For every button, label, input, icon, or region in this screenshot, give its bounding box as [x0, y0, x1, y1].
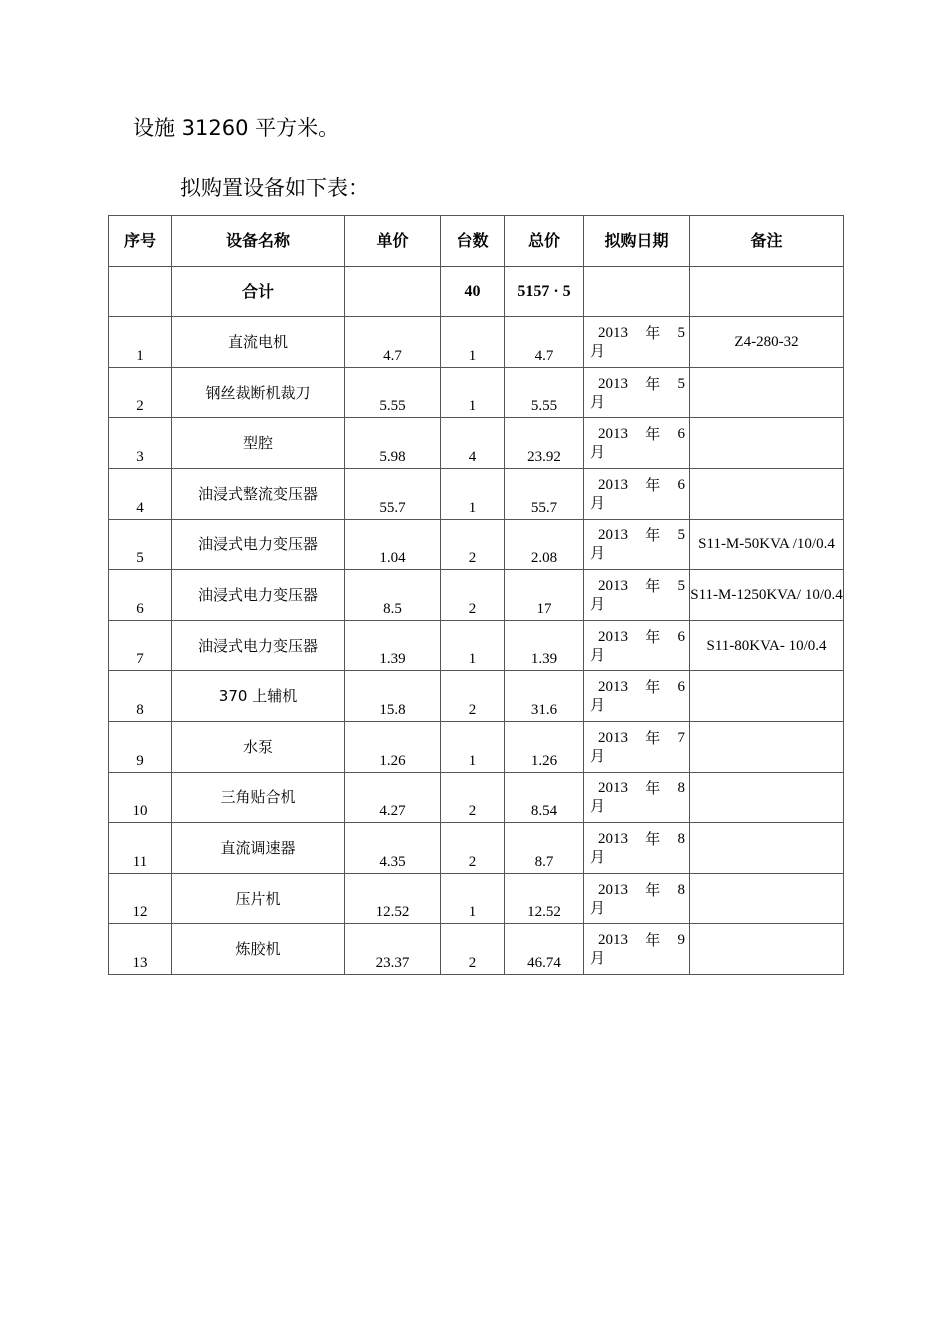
quantity: 2	[441, 570, 505, 621]
total-price: 8.54	[505, 772, 584, 823]
unit-price: 4.7	[345, 317, 441, 368]
date-month-unit: 月	[590, 847, 606, 866]
date-month-unit: 月	[590, 898, 606, 917]
unit-price: 1.04	[345, 519, 441, 570]
header-cell: 备注	[690, 216, 844, 267]
unit-price: 55.7	[345, 468, 441, 519]
date-month: 8	[677, 830, 685, 847]
unit-price: 15.8	[345, 671, 441, 722]
date-month-unit: 月	[590, 645, 606, 664]
date-year-unit: 年	[645, 627, 661, 646]
date-year-unit: 年	[645, 576, 661, 595]
equipment-name: 炼胶机	[172, 924, 345, 975]
row-number: 13	[109, 924, 172, 975]
header-cell: 台数	[441, 216, 505, 267]
equipment-name: 油浸式电力变压器	[172, 620, 345, 671]
total-price: 46.74	[505, 924, 584, 975]
total-price: 17	[505, 570, 584, 621]
total-price: 5.55	[505, 367, 584, 418]
date-month-unit: 月	[590, 696, 606, 715]
purchase-date	[584, 620, 690, 671]
date-year-unit: 年	[645, 880, 661, 899]
total-price: 12.52	[505, 873, 584, 924]
unit-price: 5.98	[345, 418, 441, 469]
table-row	[109, 721, 844, 772]
quantity: 1	[441, 367, 505, 418]
total-sum: 5157 · 5	[505, 266, 584, 317]
row-number: 11	[109, 823, 172, 874]
header-cell: 拟购日期	[584, 216, 690, 267]
equipment-name: 直流调速器	[172, 823, 345, 874]
date-month: 5	[677, 527, 685, 544]
date-year: 2013	[598, 679, 628, 696]
date-year-unit: 年	[645, 374, 661, 393]
total-label: 合计	[172, 266, 345, 317]
remark	[690, 468, 844, 519]
table-row	[109, 570, 844, 621]
date-year: 2013	[598, 426, 628, 443]
purchase-date	[584, 519, 690, 570]
date-month: 7	[677, 729, 685, 746]
date-year-unit: 年	[645, 323, 661, 342]
total-no-cell	[109, 266, 172, 317]
equipment-name: 三角贴合机	[172, 772, 345, 823]
quantity: 2	[441, 924, 505, 975]
table-intro-paragraph: 拟购置设备如下表：	[180, 176, 369, 200]
date-year: 2013	[598, 830, 628, 847]
date-year: 2013	[598, 932, 628, 949]
equipment-name: 油浸式电力变压器	[172, 519, 345, 570]
header-cell: 设备名称	[172, 216, 345, 267]
date-month-unit: 月	[590, 493, 606, 512]
total-price: 31.6	[505, 671, 584, 722]
row-number: 3	[109, 418, 172, 469]
unit-price: 1.39	[345, 620, 441, 671]
date-month: 8	[677, 780, 685, 797]
purchase-date	[584, 671, 690, 722]
date-month: 6	[677, 426, 685, 443]
row-number: 10	[109, 772, 172, 823]
date-year: 2013	[598, 375, 628, 392]
purchase-date	[584, 367, 690, 418]
quantity: 2	[441, 823, 505, 874]
date-year: 2013	[598, 780, 628, 797]
date-month: 9	[677, 932, 685, 949]
purchase-date	[584, 721, 690, 772]
purchase-date	[584, 468, 690, 519]
remark	[690, 873, 844, 924]
quantity: 2	[441, 772, 505, 823]
date-month: 5	[677, 577, 685, 594]
total-price-cell	[345, 266, 441, 317]
purchase-date	[584, 317, 690, 368]
table-row	[109, 519, 844, 570]
table-row	[109, 873, 844, 924]
total-price: 23.92	[505, 418, 584, 469]
remark	[690, 418, 844, 469]
purchase-date	[584, 772, 690, 823]
header-cell: 序号	[109, 216, 172, 267]
row-number: 7	[109, 620, 172, 671]
remark	[690, 367, 844, 418]
row-number: 9	[109, 721, 172, 772]
equipment-table	[108, 215, 844, 975]
date-year-unit: 年	[645, 931, 661, 950]
unit-price: 1.26	[345, 721, 441, 772]
purchase-date	[584, 418, 690, 469]
equipment-name: 油浸式整流变压器	[172, 468, 345, 519]
remark	[690, 721, 844, 772]
row-number: 12	[109, 873, 172, 924]
unit-price: 4.27	[345, 772, 441, 823]
quantity: 1	[441, 468, 505, 519]
header-cell: 总价	[505, 216, 584, 267]
date-month-unit: 月	[590, 797, 606, 816]
total-date-cell	[584, 266, 690, 317]
date-year: 2013	[598, 324, 628, 341]
quantity: 1	[441, 721, 505, 772]
unit-price: 23.37	[345, 924, 441, 975]
quantity: 1	[441, 317, 505, 368]
equipment-name: 钢丝裁断机裁刀	[172, 367, 345, 418]
quantity: 2	[441, 671, 505, 722]
table-row	[109, 924, 844, 975]
date-year: 2013	[598, 577, 628, 594]
remark: Z4-280-32	[690, 317, 844, 368]
unit-price: 4.35	[345, 823, 441, 874]
row-number: 4	[109, 468, 172, 519]
total-price: 2.08	[505, 519, 584, 570]
date-year-unit: 年	[645, 475, 661, 494]
total-note-cell	[690, 266, 844, 317]
quantity: 2	[441, 519, 505, 570]
row-number: 5	[109, 519, 172, 570]
purchase-date	[584, 823, 690, 874]
date-year: 2013	[598, 729, 628, 746]
table-row	[109, 620, 844, 671]
header-cell: 单价	[345, 216, 441, 267]
equipment-name: 型腔	[172, 418, 345, 469]
date-year-unit: 年	[645, 526, 661, 545]
unit-price: 5.55	[345, 367, 441, 418]
total-price: 55.7	[505, 468, 584, 519]
date-month-unit: 月	[590, 443, 606, 462]
purchase-date	[584, 873, 690, 924]
total-count: 40	[441, 266, 505, 317]
remark	[690, 924, 844, 975]
remark: S11-80KVA- 10/0.4	[690, 620, 844, 671]
unit-price: 12.52	[345, 873, 441, 924]
date-year-unit: 年	[645, 678, 661, 697]
purchase-date	[584, 924, 690, 975]
total-price: 4.7	[505, 317, 584, 368]
table-header-row	[109, 216, 844, 267]
equipment-name: 直流电机	[172, 317, 345, 368]
remark: S11-M-50KVA /10/0.4	[690, 519, 844, 570]
equipment-name: 油浸式电力变压器	[172, 570, 345, 621]
quantity: 1	[441, 620, 505, 671]
date-year: 2013	[598, 881, 628, 898]
table-row	[109, 317, 844, 368]
table-row	[109, 367, 844, 418]
date-year: 2013	[598, 628, 628, 645]
row-number: 2	[109, 367, 172, 418]
date-year-unit: 年	[645, 829, 661, 848]
row-number: 1	[109, 317, 172, 368]
purchase-date	[584, 570, 690, 621]
date-year: 2013	[598, 476, 628, 493]
total-price: 8.7	[505, 823, 584, 874]
date-month-unit: 月	[590, 594, 606, 613]
total-price: 1.26	[505, 721, 584, 772]
date-month: 6	[677, 628, 685, 645]
date-month: 6	[677, 476, 685, 493]
remark	[690, 823, 844, 874]
row-number: 8	[109, 671, 172, 722]
row-number: 6	[109, 570, 172, 621]
date-month: 6	[677, 679, 685, 696]
table-row	[109, 671, 844, 722]
table-row	[109, 418, 844, 469]
table-row	[109, 823, 844, 874]
date-year-unit: 年	[645, 779, 661, 798]
date-year-unit: 年	[645, 425, 661, 444]
equipment-name: 水泵	[172, 721, 345, 772]
date-month: 8	[677, 881, 685, 898]
total-row	[109, 266, 844, 317]
date-month-unit: 月	[590, 746, 606, 765]
total-price: 1.39	[505, 620, 584, 671]
remark: S11-M-1250KVA/ 10/0.4	[690, 570, 844, 621]
remark	[690, 772, 844, 823]
remark	[690, 671, 844, 722]
quantity: 1	[441, 873, 505, 924]
equipment-name: 压片机	[172, 873, 345, 924]
date-month-unit: 月	[590, 341, 606, 360]
date-month-unit: 月	[590, 392, 606, 411]
intro-paragraph: 设施 31260 平方米。	[133, 116, 340, 140]
date-month: 5	[677, 324, 685, 341]
date-year: 2013	[598, 527, 628, 544]
date-month-unit: 月	[590, 544, 606, 563]
date-year-unit: 年	[645, 728, 661, 747]
table-row	[109, 468, 844, 519]
date-month: 5	[677, 375, 685, 392]
table-row	[109, 772, 844, 823]
equipment-name: 370 上辅机	[172, 671, 345, 722]
date-month-unit: 月	[590, 949, 606, 968]
quantity: 4	[441, 418, 505, 469]
unit-price: 8.5	[345, 570, 441, 621]
